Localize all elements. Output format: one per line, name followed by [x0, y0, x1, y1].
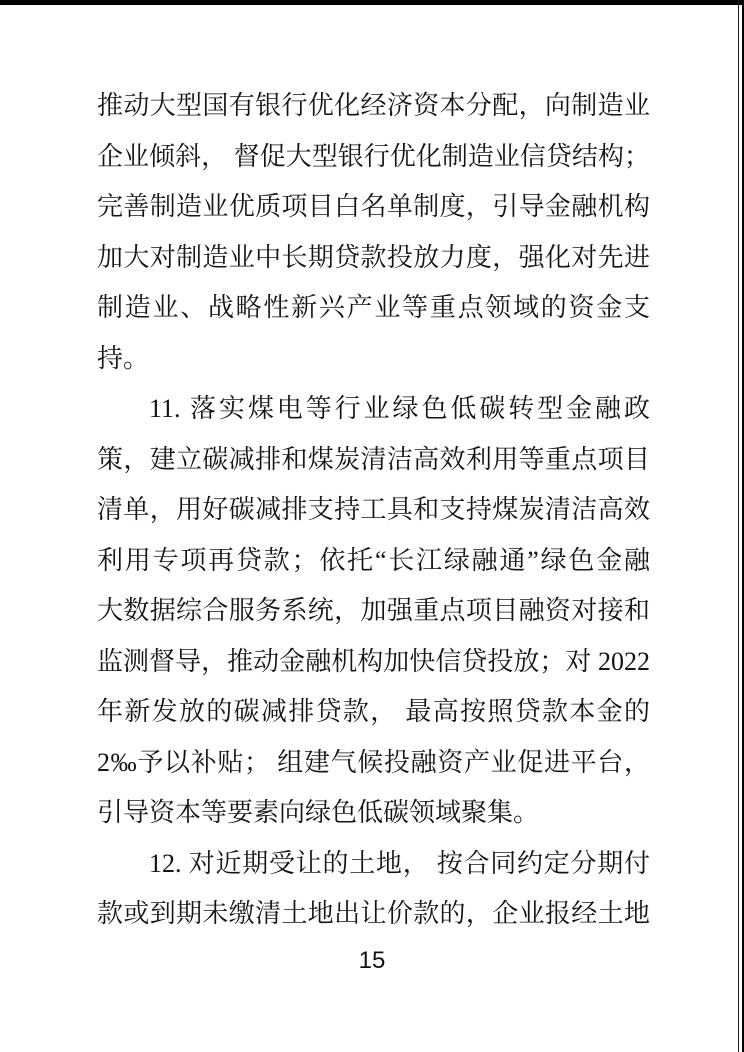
- paragraph-item-11: [97, 384, 650, 839]
- text-line: 清单，用好碳减排支持工具和支持煤炭清洁高效: [97, 495, 650, 524]
- text-line: 推动大型国有银行优化经济资本分配，向制造业: [97, 91, 650, 120]
- page-number: 15: [358, 947, 386, 974]
- text-line: 策，建立碳减排和煤炭清洁高效利用等重点项目: [97, 444, 650, 474]
- text-line: 制造业、战略性新兴产业等重点领域的资金支: [97, 293, 650, 322]
- document-text: [97, 81, 650, 940]
- paragraph-item-12: [97, 839, 650, 940]
- text-line: 大数据综合服务系统，加强重点项目融资对接和: [97, 596, 650, 625]
- text-line: 企业倾斜， 督促大型银行优化制造业信贷结构；: [97, 141, 650, 171]
- scan-edge-top: [0, 0, 744, 5]
- text-line: 12. 对近期受让的土地， 按合同约定分期付: [149, 848, 650, 878]
- text-line: 引导资本等要素向绿色低碳领域聚集。: [97, 798, 540, 827]
- text-line: 年新发放的碳减排贷款， 最高按照贷款本金的: [97, 697, 650, 726]
- text-line: 完善制造业优质项目白名单制度，引导金融机构: [97, 192, 650, 221]
- text-line: 加大对制造业中长期贷款投放力度，强化对先进: [97, 242, 650, 272]
- text-line: 利用专项再贷款；依托“长江绿融通”绿色金融: [97, 545, 650, 575]
- scan-edge-right-line: [738, 0, 739, 1052]
- text-line: 款或到期未缴清土地出让价款的，企业报经土地: [97, 899, 650, 928]
- text-line: 持。: [97, 343, 150, 373]
- paragraph-continuation: [97, 81, 650, 384]
- text-line: 监测督导，推动金融机构加快信贷投放；对 2022: [97, 646, 650, 676]
- text-line: 2‰予以补贴； 组建气候投融资产业促进平台，: [97, 747, 650, 777]
- text-line: 11. 落实煤电等行业绿色低碳转型金融政: [149, 394, 650, 423]
